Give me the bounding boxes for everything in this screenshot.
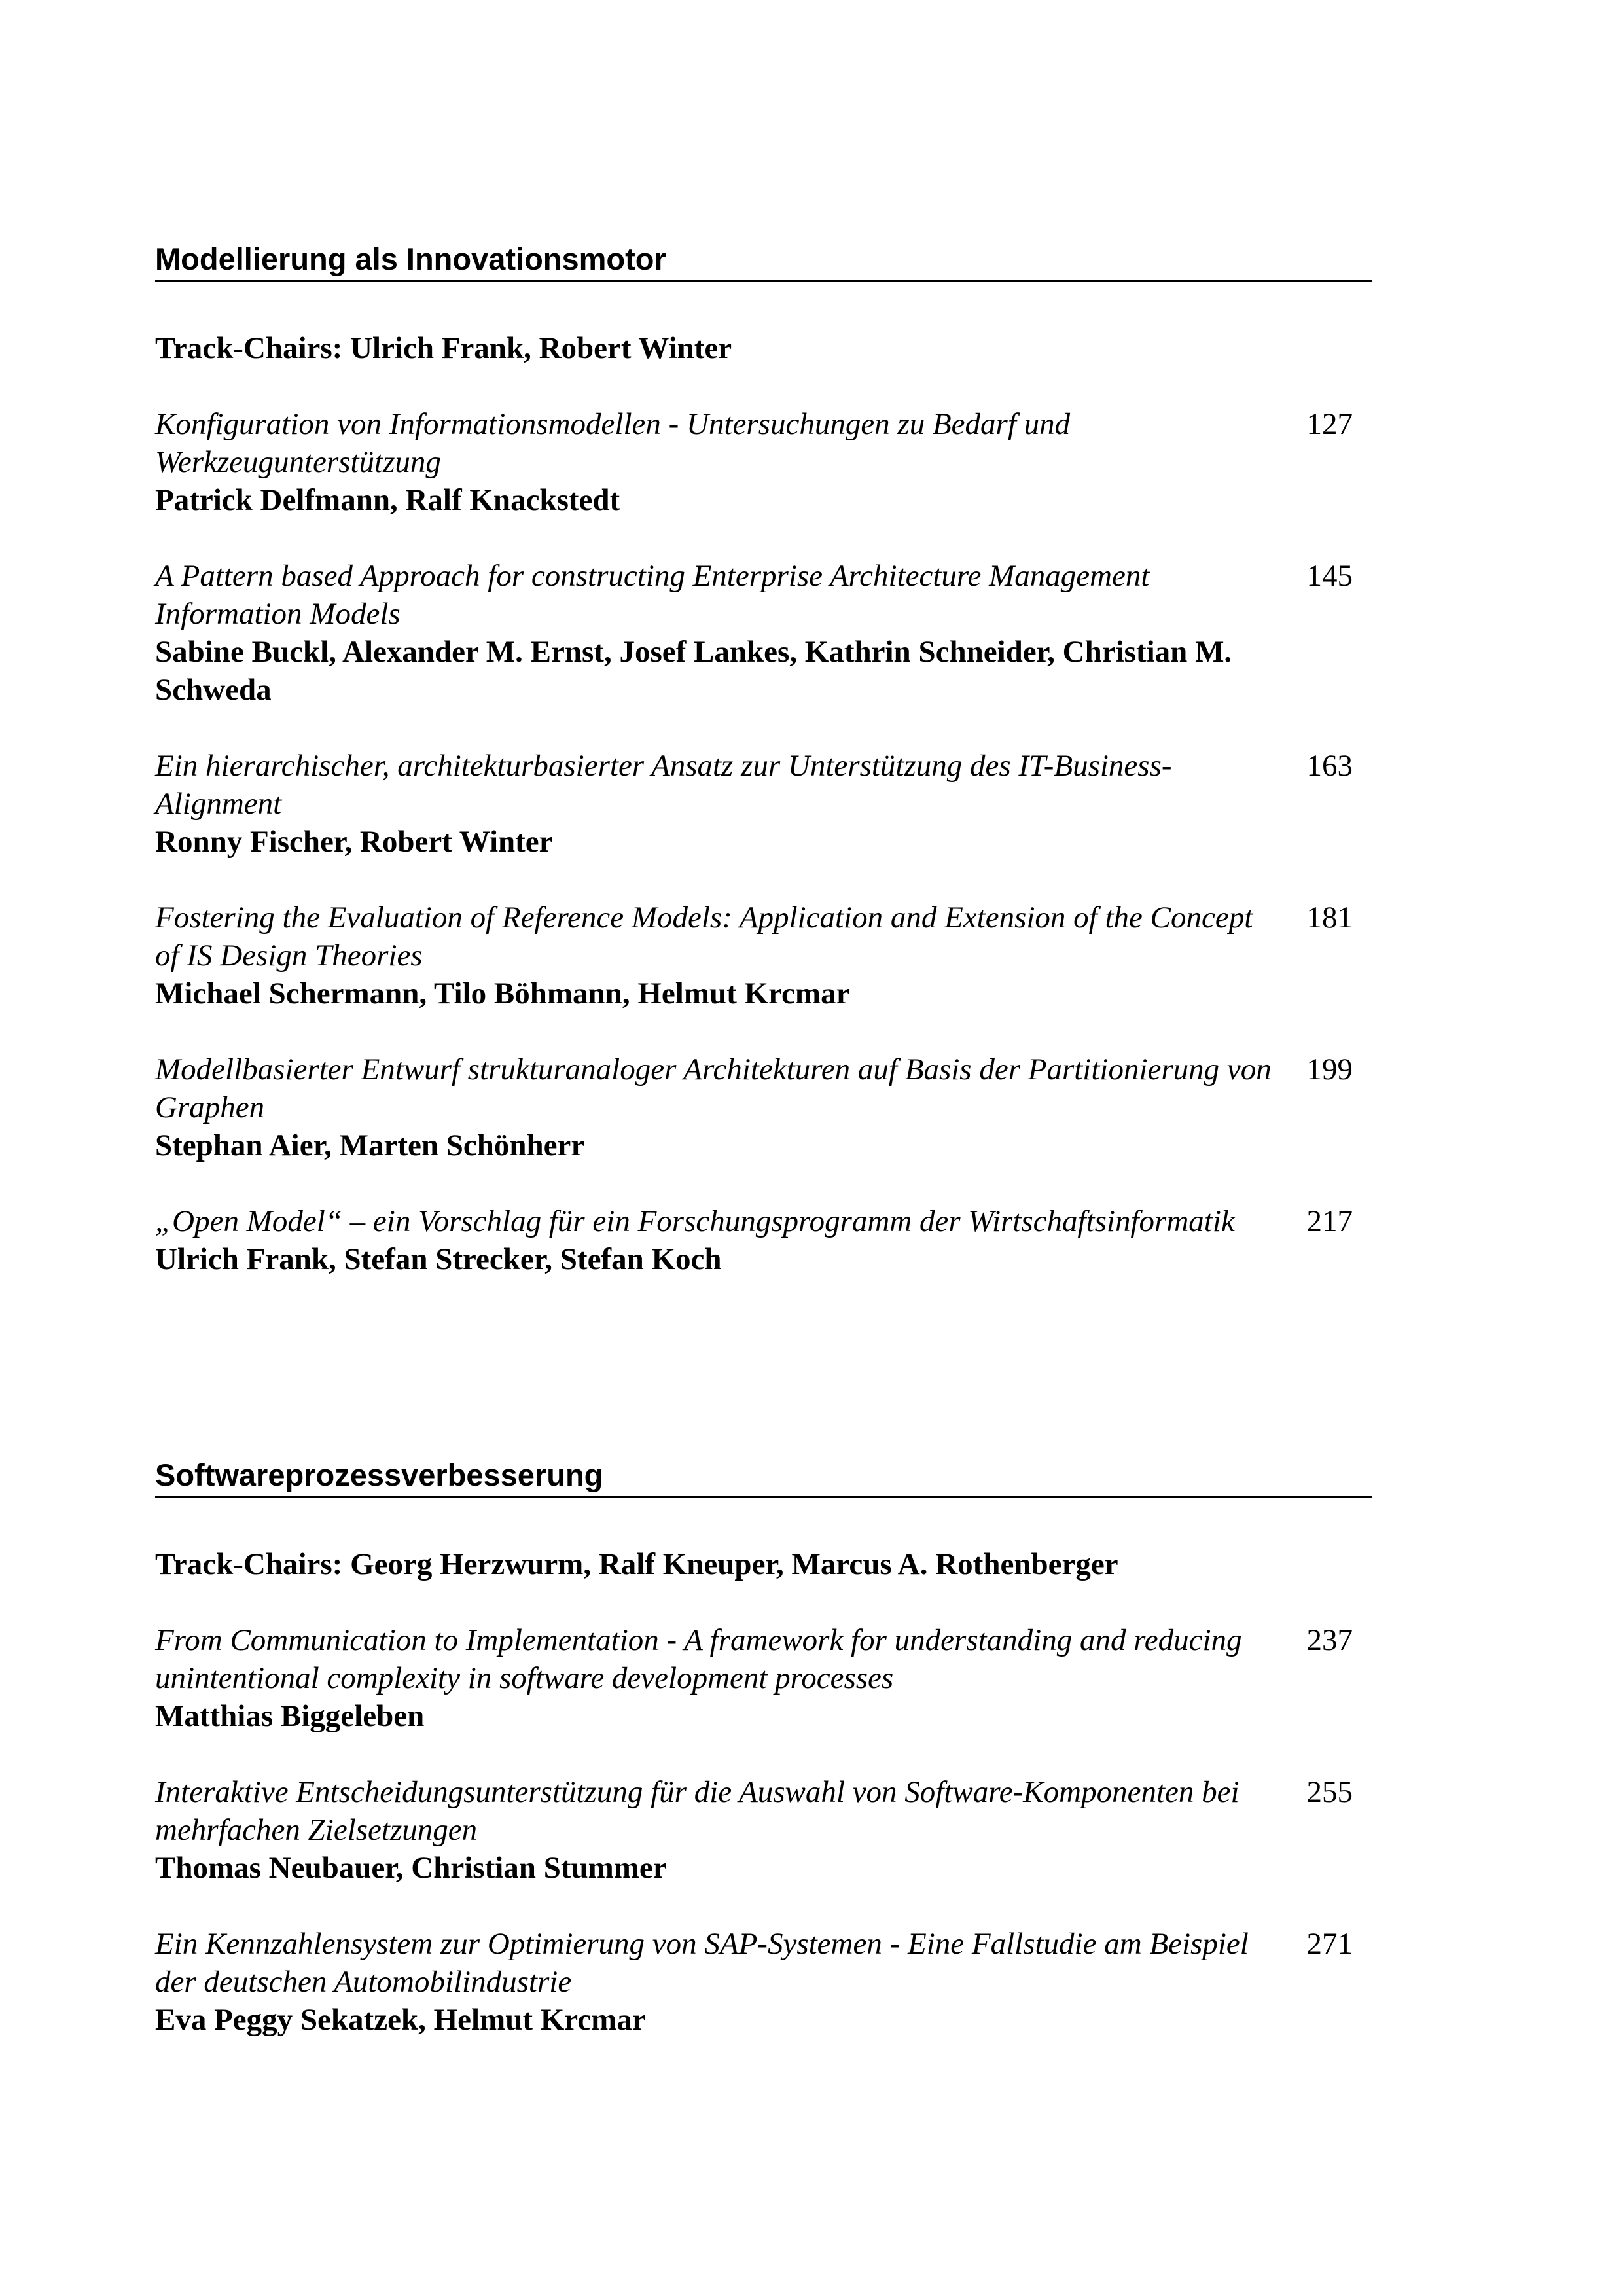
entry-page-number: 271 <box>1306 1927 1353 1961</box>
toc-section-modellierung <box>155 241 1372 1278</box>
entry-title: „Open Model“ – ein Vorschlag für ein Forschungsprogramm der Wirtschaftsinformatik <box>155 1204 1235 1238</box>
toc-entry <box>155 1202 1372 1278</box>
toc-entry <box>155 1925 1372 2039</box>
entry-title: From Communication to Implementation - A framework for understanding and reducing unintentional complexity in software development processes <box>155 1623 1242 1695</box>
entry-authors: Michael Schermann, Tilo Böhmann, Helmut Krcmar <box>155 977 850 1011</box>
toc-entry <box>155 1621 1372 1735</box>
entry-authors: Stephan Aier, Marten Schönherr <box>155 1128 585 1162</box>
entry-authors: Thomas Neubauer, Christian Stummer <box>155 1851 667 1885</box>
entry-authors: Sabine Buckl, Alexander M. Ernst, Josef Lankes, Kathrin Schneider, Christian M. Schweda <box>155 635 1232 707</box>
entry-page-number: 217 <box>1306 1204 1353 1238</box>
section-heading: Modellierung als Innovationsmotor <box>155 241 1372 282</box>
toc-entry <box>155 1773 1372 1887</box>
entry-authors: Patrick Delfmann, Ralf Knackstedt <box>155 483 620 517</box>
entry-page-number: 163 <box>1306 749 1353 783</box>
entry-authors: Ulrich Frank, Stefan Strecker, Stefan Koch <box>155 1242 722 1276</box>
entry-title: Ein Kennzahlensystem zur Optimierung von SAP-Systemen - Eine Fallstudie am Beispiel der deutschen Automobilindustrie <box>155 1927 1249 1999</box>
entry-page-number: 199 <box>1306 1052 1353 1086</box>
entry-page-number: 237 <box>1306 1623 1353 1657</box>
entry-authors: Eva Peggy Sekatzek, Helmut Krcmar <box>155 2003 646 2037</box>
toc-entry-list <box>155 1621 1372 2039</box>
section-heading: Softwareprozessverbesserung <box>155 1457 1372 1498</box>
track-chairs: Track-Chairs: Georg Herzwurm, Ralf Kneuper, Marcus A. Rothenberger <box>155 1547 1118 1581</box>
toc-entry <box>155 557 1372 709</box>
entry-title: Modellbasierter Entwurf strukturanaloger Architekturen auf Basis der Partitionierung von Graphen <box>155 1052 1272 1124</box>
entry-title: Ein hierarchischer, architekturbasierter Ansatz zur Unterstützung des IT-Business-Alignment <box>155 749 1172 821</box>
toc-entry <box>155 747 1372 861</box>
toc-entry <box>155 899 1372 1013</box>
entry-title: Konfiguration von Informationsmodellen - Untersuchungen zu Bedarf und Werkzeugunterstützung <box>155 407 1071 479</box>
toc-entry <box>155 405 1372 519</box>
entry-title: A Pattern based Approach for constructing Enterprise Architecture Management Information Models <box>155 559 1150 631</box>
entry-title: Fostering the Evaluation of Reference Models: Application and Extension of the Concept of IS Design Theories <box>155 901 1253 973</box>
entry-authors: Matthias Biggeleben <box>155 1699 425 1733</box>
toc-entry <box>155 1050 1372 1164</box>
entry-page-number: 181 <box>1306 901 1353 935</box>
entry-page-number: 127 <box>1306 407 1353 441</box>
toc-section-softwareprozess <box>155 1457 1372 2039</box>
entry-page-number: 145 <box>1306 559 1353 593</box>
entry-page-number: 255 <box>1306 1775 1353 1809</box>
entry-authors: Ronny Fischer, Robert Winter <box>155 825 553 859</box>
entry-title: Interaktive Entscheidungsunterstützung für die Auswahl von Software-Komponenten bei mehrfachen Zielsetzungen <box>155 1775 1240 1847</box>
track-chairs: Track-Chairs: Ulrich Frank, Robert Winter <box>155 331 732 365</box>
toc-entry-list <box>155 405 1372 1278</box>
